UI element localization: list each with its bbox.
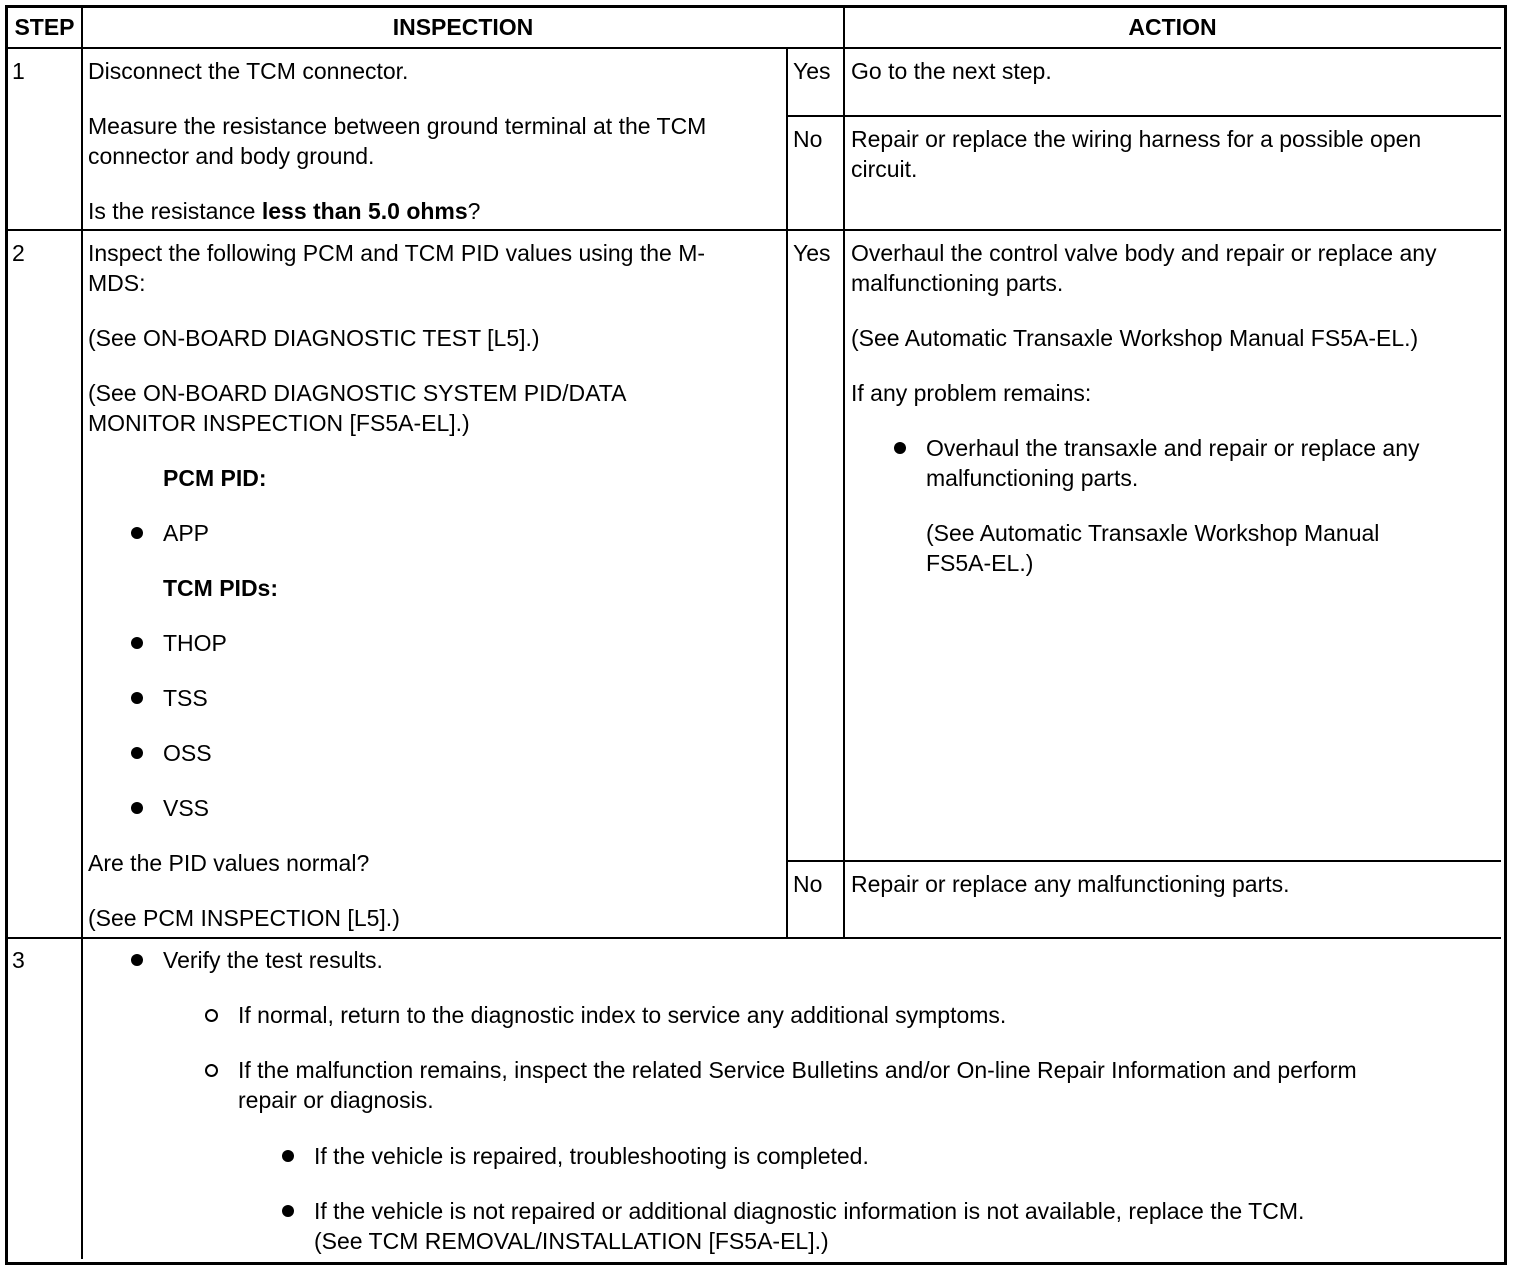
bullet-icon xyxy=(131,747,143,759)
reference-text: (See Automatic Transaxle Workshop Manual FS5A-EL.) xyxy=(851,325,1419,351)
step-number: 1 xyxy=(12,58,25,84)
bullet-icon xyxy=(131,637,143,649)
instruction-text: Verify the test results. xyxy=(163,947,383,973)
column-divider xyxy=(786,47,788,937)
row-divider xyxy=(8,937,1501,939)
row-divider xyxy=(786,860,1501,862)
action-text: Overhaul the transaxle and repair or replace any malfunctioning parts. xyxy=(926,435,1420,491)
row-divider xyxy=(786,115,1501,117)
no-label: No xyxy=(793,871,823,897)
step-number: 3 xyxy=(12,947,25,973)
inspection-text: Disconnect the TCM connector. xyxy=(88,58,409,84)
inspection-question: Is the resistance less than 5.0 ohms? xyxy=(88,198,481,224)
bullet-icon xyxy=(282,1150,294,1162)
header-action: ACTION xyxy=(1128,14,1217,40)
pid-item: OSS xyxy=(163,740,212,766)
inspection-text: Measure the resistance between ground terminal at the TCM connector and body ground. xyxy=(88,113,707,169)
pid-heading: PCM PID: xyxy=(163,465,267,491)
bullet-icon xyxy=(131,527,143,539)
pid-heading: TCM PIDs: xyxy=(163,575,278,601)
hollow-bullet-icon xyxy=(205,1064,218,1077)
pid-item: THOP xyxy=(163,630,227,656)
inspection-text: Inspect the following PCM and TCM PID values using the M-MDS: xyxy=(88,240,706,296)
action-text: If any problem remains: xyxy=(851,380,1092,406)
bullet-icon xyxy=(131,802,143,814)
header-step: STEP xyxy=(14,14,75,40)
step-number: 2 xyxy=(12,240,25,266)
column-divider xyxy=(843,8,845,937)
bullet-icon xyxy=(282,1205,294,1217)
bullet-icon xyxy=(894,442,906,454)
header-inspection: INSPECTION xyxy=(392,14,534,40)
hollow-bullet-icon xyxy=(205,1009,218,1022)
action-text: Go to the next step. xyxy=(851,58,1052,84)
yes-label: Yes xyxy=(793,58,831,84)
reference-text: (See ON-BOARD DIAGNOSTIC SYSTEM PID/DATA MONITOR INSPECTION [FS5A-EL].) xyxy=(88,380,626,436)
reference-text: (See Automatic Transaxle Workshop Manual FS5A-EL.) xyxy=(926,520,1380,576)
reference-text: (See TCM REMOVAL/INSTALLATION [FS5A-EL].) xyxy=(314,1228,829,1254)
row-divider xyxy=(8,229,1501,231)
column-divider xyxy=(81,8,83,1259)
bullet-icon xyxy=(131,692,143,704)
pid-item: VSS xyxy=(163,795,210,821)
instruction-text: If normal, return to the diagnostic index to service any additional symptoms. xyxy=(238,1002,1007,1028)
action-text: Repair or replace the wiring harness for a possible open circuit. xyxy=(851,126,1422,182)
action-text: Overhaul the control valve body and repair or replace any malfunctioning parts. xyxy=(851,240,1437,296)
yes-label: Yes xyxy=(793,240,831,266)
reference-text: (See ON-BOARD DIAGNOSTIC TEST [L5].) xyxy=(88,325,540,351)
action-text: Repair or replace any malfunctioning parts. xyxy=(851,871,1290,897)
pid-item: TSS xyxy=(163,685,208,711)
row-divider xyxy=(8,47,1501,49)
pid-item: APP xyxy=(163,520,210,546)
bullet-icon xyxy=(131,954,143,966)
instruction-text: If the vehicle is repaired, troubleshooting is completed. xyxy=(314,1143,869,1169)
reference-text: (See PCM INSPECTION [L5].) xyxy=(88,905,400,931)
no-label: No xyxy=(793,126,823,152)
inspection-question: Are the PID values normal? xyxy=(88,850,370,876)
instruction-text: If the malfunction remains, inspect the related Service Bulletins and/or On-line Repair Information and perform repair or diagnosis. xyxy=(238,1057,1357,1113)
instruction-text: If the vehicle is not repaired or additional diagnostic information is not available, replace the TCM. xyxy=(314,1198,1305,1224)
